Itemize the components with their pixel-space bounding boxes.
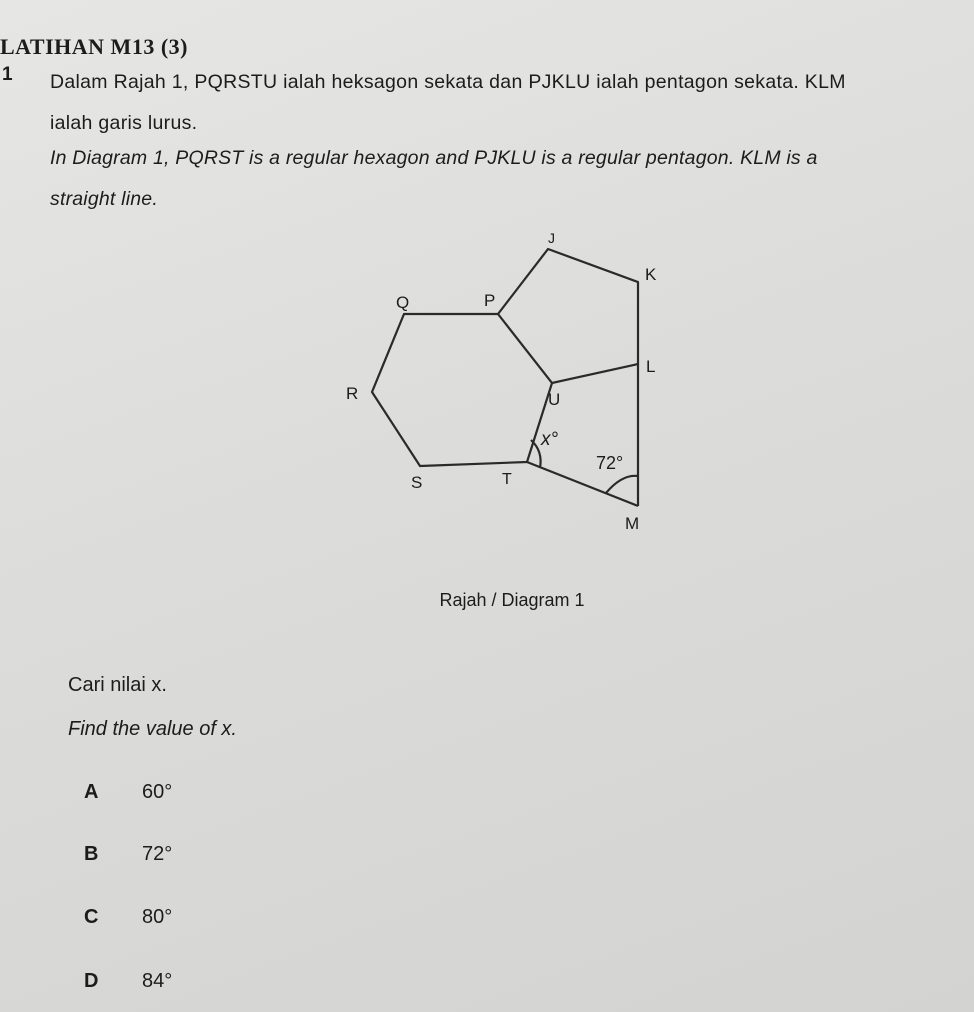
prompt-english: Find the value of x. <box>68 718 237 740</box>
question-malay-line-2: ialah garis lurus. <box>50 112 198 134</box>
worksheet-heading: LATIHAN M13 (3) <box>0 34 188 59</box>
question-number: 1 <box>2 64 13 85</box>
option-d-value: 84° <box>142 970 173 992</box>
option-c[interactable] <box>84 906 172 929</box>
angle-label-72: 72° <box>596 453 624 473</box>
option-c-value: 80° <box>142 906 173 928</box>
hexagon-pqrstu <box>372 314 552 466</box>
option-a[interactable] <box>84 781 172 804</box>
option-b[interactable] <box>84 843 172 866</box>
diagram-caption: Rajah / Diagram 1 <box>439 590 585 610</box>
option-b-letter: B <box>84 843 99 865</box>
option-a-value: 60° <box>142 781 173 803</box>
option-a-letter: A <box>84 781 99 803</box>
label-m: M <box>625 514 640 533</box>
question-english-line-1: In Diagram 1, PQRST is a regular hexagon and PJKLU is a regular pentagon. KLM is a <box>50 147 818 169</box>
label-j: J <box>548 230 555 246</box>
label-l: L <box>646 357 656 376</box>
label-s: S <box>411 473 423 492</box>
label-p: P <box>484 291 496 310</box>
label-k: K <box>645 265 657 284</box>
angle-arc-72 <box>606 476 638 493</box>
label-t: T <box>502 471 512 488</box>
label-r: R <box>346 384 359 403</box>
label-u: U <box>548 390 561 409</box>
option-b-value: 72° <box>142 843 173 865</box>
question-english-line-2: straight line. <box>50 188 158 210</box>
angle-label-x: x° <box>541 429 559 450</box>
pentagon-pjklu <box>498 249 638 383</box>
prompt-malay: Cari nilai x. <box>68 674 167 696</box>
option-d-letter: D <box>84 970 99 992</box>
option-d[interactable] <box>84 970 172 993</box>
question-malay-line-1: Dalam Rajah 1, PQRSTU ialah heksagon sekata dan PJKLU ialah pentagon sekata. KLM <box>50 71 846 93</box>
label-q: Q <box>396 293 410 312</box>
option-c-letter: C <box>84 906 99 928</box>
